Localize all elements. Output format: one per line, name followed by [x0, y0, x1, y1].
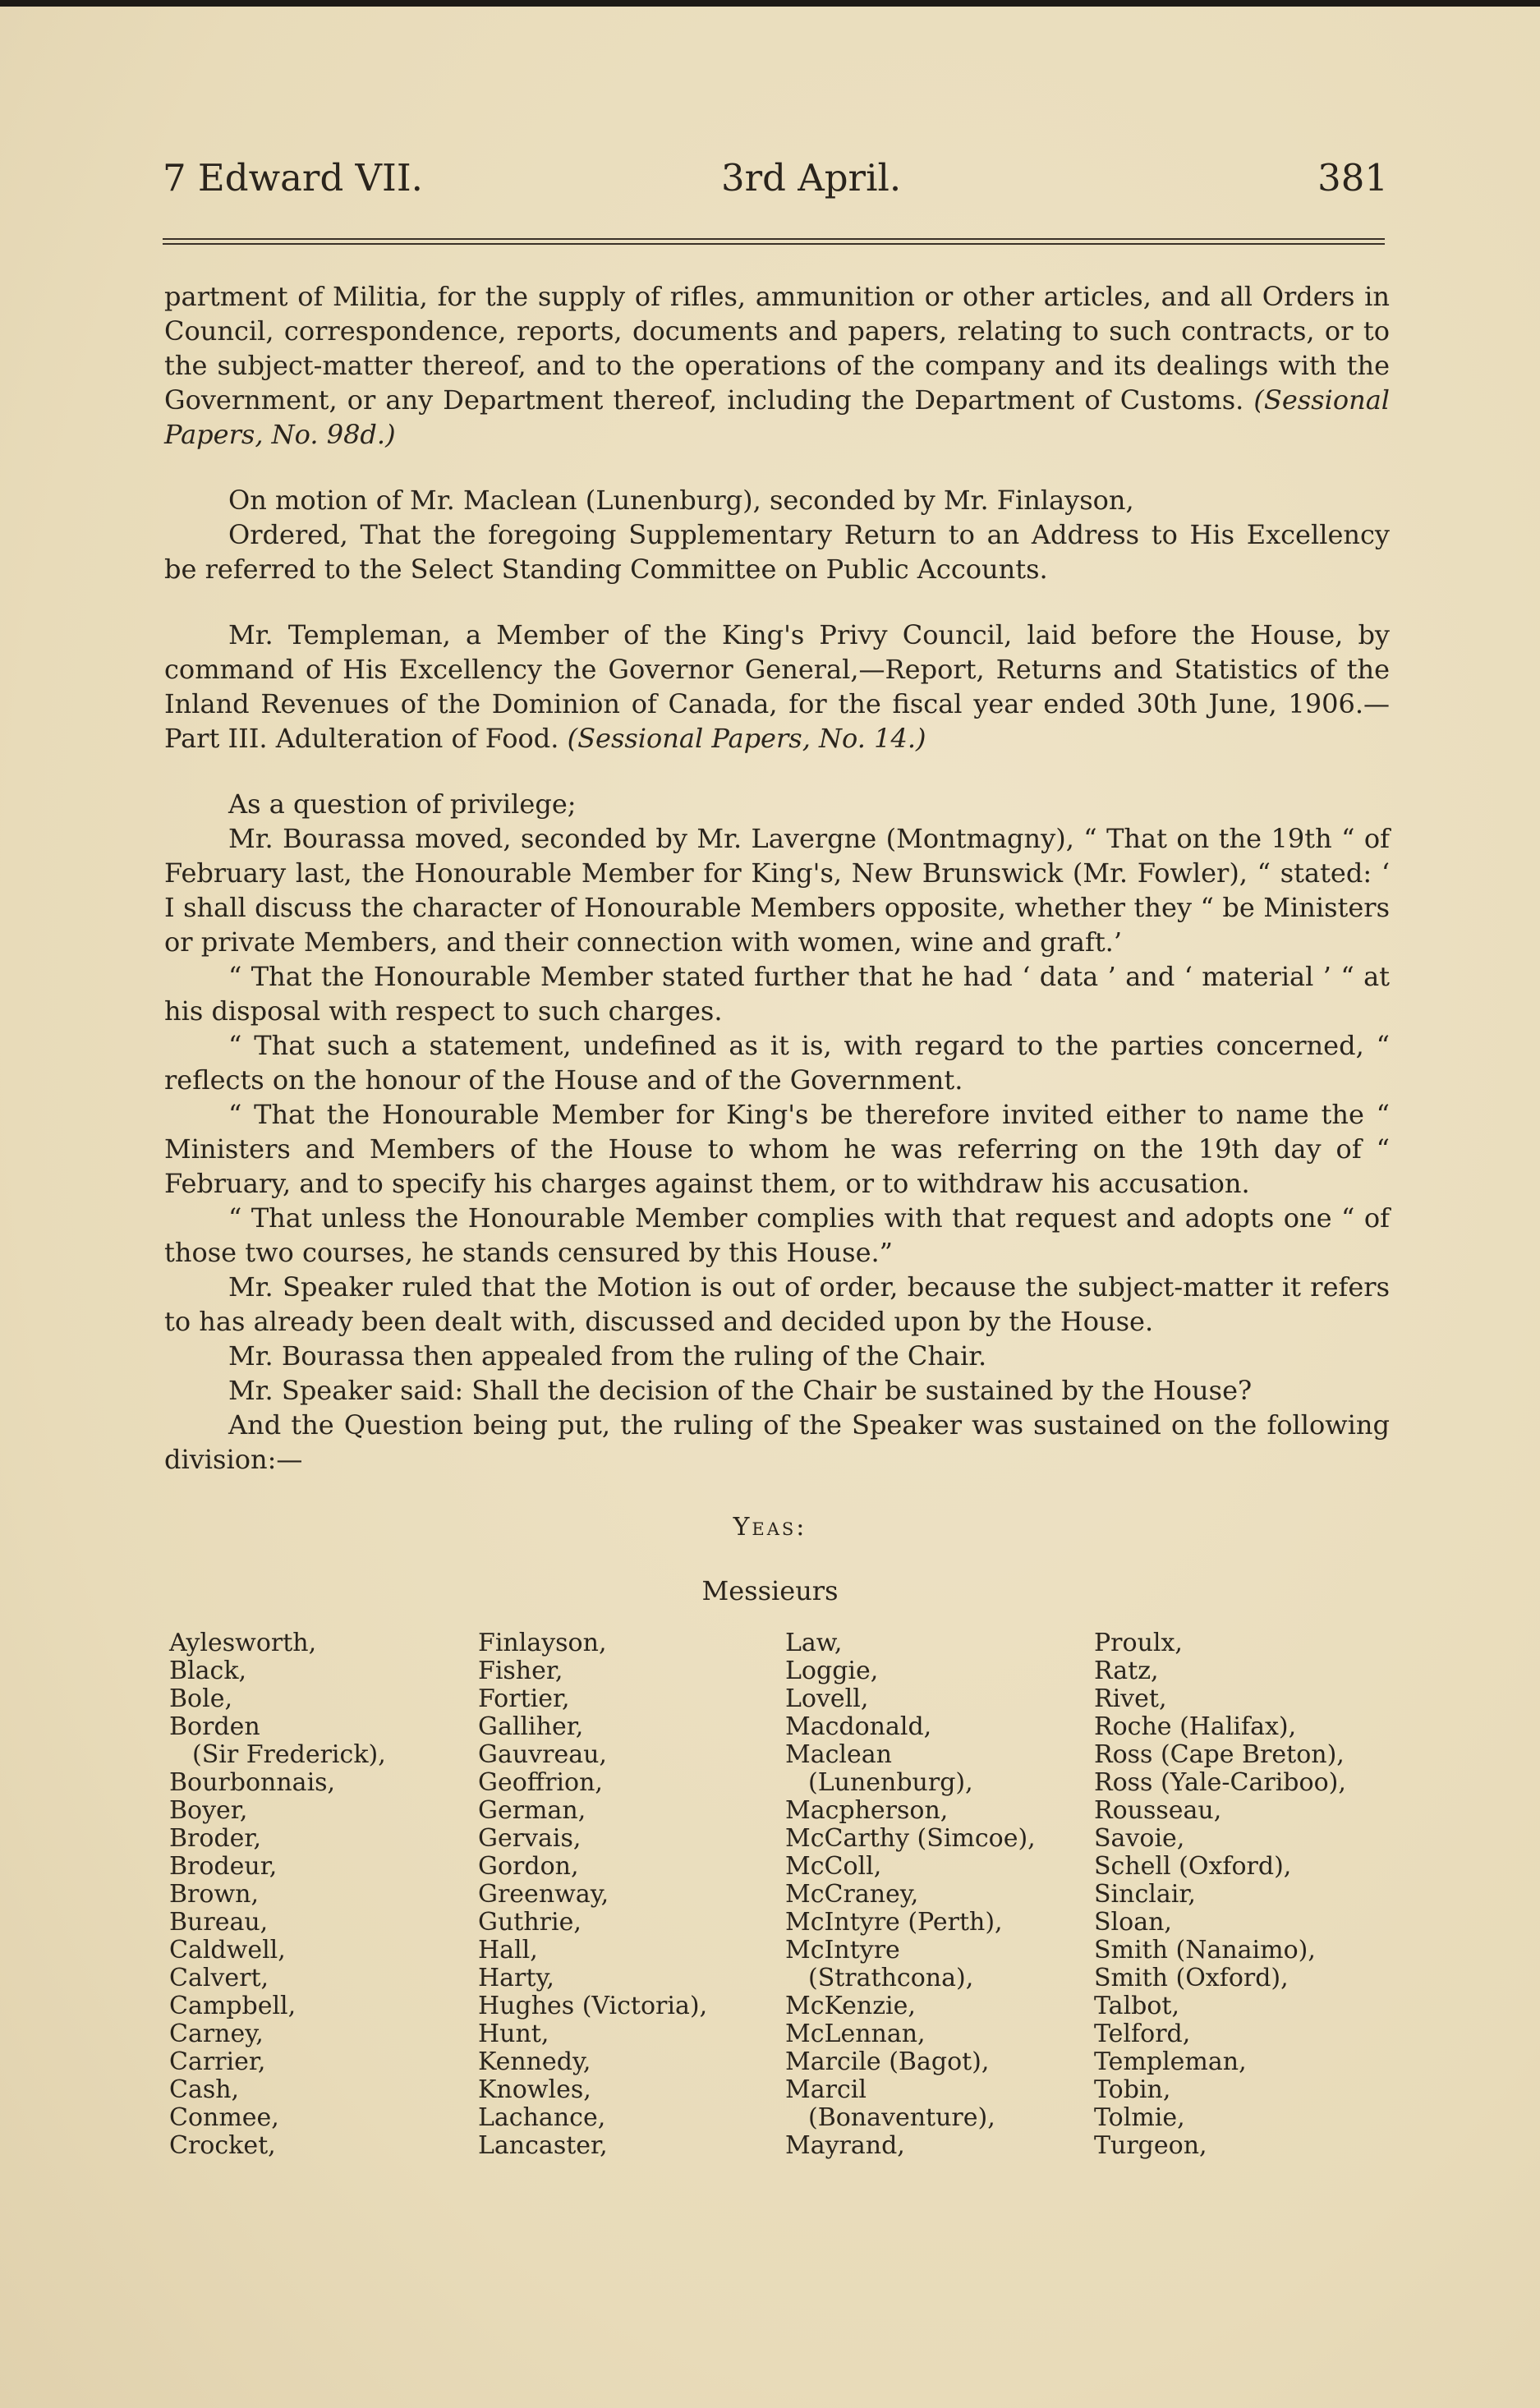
member-name: Ratz,: [1094, 1657, 1159, 1685]
member-name: Gauvreau,: [478, 1740, 607, 1769]
member-name: Hunt,: [478, 2020, 549, 2048]
member-name: Broder,: [169, 1824, 261, 1853]
member-name: Crocket,: [169, 2131, 276, 2160]
member-name: Marcile (Bagot),: [785, 2047, 990, 2076]
yeas-column-4: [1094, 1629, 1406, 2160]
member-name: Templeman,: [1094, 2047, 1247, 2076]
member-name: (Strathcona),: [808, 1964, 974, 1992]
member-name: Conmee,: [169, 2103, 279, 2132]
member-name: Macdonald,: [785, 1712, 932, 1741]
paragraph-division: And the Question being put, the ruling of the Speaker was sustained on the following division:—: [164, 1409, 1390, 1475]
member-name: Lovell,: [785, 1684, 869, 1713]
paragraph-speaker-ruling: Mr. Speaker ruled that the Motion is out of order, because the subject-matter it refers to has already been dealt with, discussed and decided upon by the House.: [164, 1271, 1390, 1337]
member-name: Ross (Yale-Cariboo),: [1094, 1768, 1346, 1797]
yeas-heading: Yeas:: [733, 1513, 807, 1542]
member-name: Talbot,: [1094, 1992, 1180, 2020]
member-name: Campbell,: [169, 1992, 297, 2020]
member-name: (Sir Frederick),: [192, 1740, 386, 1769]
member-name: McLennan,: [785, 2020, 926, 2048]
member-name: Knowles,: [478, 2075, 591, 2104]
member-name: Black,: [169, 1657, 247, 1685]
member-name: Maclean: [785, 1740, 892, 1769]
paragraph-quote-data: “ That the Honourable Member stated further that he had ‘ data ’ and ‘ material ’ “ at his disposal with respect to such charges.: [164, 961, 1390, 1027]
member-name: Telford,: [1094, 2020, 1191, 2048]
paragraph-privilege: As a question of privilege;: [228, 788, 577, 820]
member-name: Marcil: [785, 2075, 867, 2104]
paragraph-quote-invite: “ That the Honourable Member for King's be therefore invited either to name the “ Ministers and Members of the House to whom he was referring on the 19th day of “ February, and to specify his charges against them, or to withdraw his accusation.: [164, 1099, 1390, 1199]
header-regnal-year: 7 Edward VII.: [163, 156, 423, 200]
member-name: Schell (Oxford),: [1094, 1852, 1292, 1881]
member-name: Gordon,: [478, 1852, 579, 1881]
paragraph-speaker-question: Mr. Speaker said: Shall the decision of the Chair be sustained by the House?: [228, 1375, 1253, 1406]
yeas-column-2: [478, 1629, 790, 2160]
member-name: McKenzie,: [785, 1992, 916, 2020]
running-header: [163, 156, 1388, 205]
member-name: Macpherson,: [785, 1796, 949, 1825]
member-name: Smith (Nanaimo),: [1094, 1936, 1316, 1965]
yeas-column-1: [169, 1629, 481, 2160]
member-name: Sinclair,: [1094, 1880, 1196, 1909]
member-name: Fisher,: [478, 1657, 563, 1685]
member-name: Greenway,: [478, 1880, 609, 1909]
member-name: Bole,: [169, 1684, 232, 1713]
header-rule: [163, 238, 1385, 245]
member-name: Hall,: [478, 1936, 538, 1965]
member-name: Roche (Halifax),: [1094, 1712, 1297, 1741]
member-name: Bourbonnais,: [169, 1768, 336, 1797]
member-name: Geoffrion,: [478, 1768, 603, 1797]
member-name: Fortier,: [478, 1684, 570, 1713]
member-name: Tobin,: [1094, 2075, 1171, 2104]
member-name: Tolmie,: [1094, 2103, 1185, 2132]
yeas-column-3: [785, 1629, 1097, 2160]
sessional-paper-ref: (Sessional Papers, No. 98d.): [164, 384, 1391, 450]
member-name: McCarthy (Simcoe),: [785, 1824, 1036, 1853]
paragraph-ordered: Ordered, That the foregoing Supplementary Return to an Address to His Excellency be referred to the Select Standing Committee on Public Accounts.: [164, 519, 1390, 585]
member-name: Lancaster,: [478, 2131, 608, 2160]
member-name: Rousseau,: [1094, 1796, 1222, 1825]
member-name: Guthrie,: [478, 1908, 582, 1937]
member-name: Carney,: [169, 2020, 264, 2048]
sessional-paper-ref: (Sessional Papers, No. 14.): [567, 723, 926, 754]
member-name: Finlayson,: [478, 1629, 607, 1657]
member-name: Harty,: [478, 1964, 554, 1992]
member-name: Hughes (Victoria),: [478, 1992, 708, 2020]
member-name: Gervais,: [478, 1824, 582, 1853]
paragraph-templeman-report: Mr. Templeman, a Member of the King's Privy Council, laid before the House, by command of His Excellency the Governor General,—Report, Returns and Statistics of the Inland Revenues of the Dominion of Canada, for the fiscal year ended 30th June, 1906.—Part III. Adulteration of Food. (Sessional Papers, No. 14.): [164, 619, 1390, 754]
paragraph-bourassa-motion: Mr. Bourassa moved, seconded by Mr. Lavergne (Montmagny), “ That on the 19th “ of February last, the Honourable Member for King's, New Brunswick (Mr. Fowler), “ stated: ‘ I shall discuss the character of Honourable Members opposite, whether they “ be Ministers or private Members, and their connection with women, wine and graft.’: [164, 823, 1390, 958]
member-name: Brown,: [169, 1880, 259, 1909]
paragraph-quote-statement: “ That such a statement, undefined as it is, with regard to the parties concerned, “ reflects on the honour of the House and of the Government.: [164, 1030, 1390, 1096]
member-name: Galliher,: [478, 1712, 584, 1741]
member-name: (Lunenburg),: [808, 1768, 973, 1797]
header-date: 3rd April.: [721, 156, 902, 200]
member-name: McColl,: [785, 1852, 882, 1881]
member-name: Law,: [785, 1629, 843, 1657]
member-name: Turgeon,: [1094, 2131, 1207, 2160]
member-name: Mayrand,: [785, 2131, 905, 2160]
member-name: Boyer,: [169, 1796, 248, 1825]
member-name: Sloan,: [1094, 1908, 1172, 1937]
member-name: Ross (Cape Breton),: [1094, 1740, 1345, 1769]
paragraph-appeal: Mr. Bourassa then appealed from the ruling of the Chair.: [228, 1340, 987, 1372]
paragraph-militia-return: partment of Militia, for the supply of rifles, ammunition or other articles, and all Orders in Council, correspondence, reports, documents and papers, relating to such contracts, or to the subject-matter thereof, and to the operations of the company and its dealings with the Government, or any Department thereof, including the Department of Customs. (Sessional Papers, No. 98d.): [164, 281, 1391, 450]
journal-text: [164, 279, 1390, 1477]
member-name: Kennedy,: [478, 2047, 591, 2076]
member-name: McCraney,: [785, 1880, 919, 1909]
member-name: (Bonaventure),: [808, 2103, 995, 2132]
page-number: 381: [1317, 156, 1388, 200]
member-name: Bureau,: [169, 1908, 269, 1937]
member-name: Calvert,: [169, 1964, 269, 1992]
paragraph-motion: On motion of Mr. Maclean (Lunenburg), seconded by Mr. Finlayson,: [228, 485, 1134, 516]
yeas-list: [169, 1629, 1385, 2171]
member-name: Lachance,: [478, 2103, 606, 2132]
member-name: German,: [478, 1796, 586, 1825]
member-name: Rivet,: [1094, 1684, 1167, 1713]
member-name: Caldwell,: [169, 1936, 286, 1965]
messieurs-heading: Messieurs: [701, 1575, 839, 1606]
member-name: Brodeur,: [169, 1852, 278, 1881]
paragraph-quote-censure: “ That unless the Honourable Member complies with that request and adopts one “ of those two courses, he stands censured by this House.”: [164, 1202, 1390, 1268]
member-name: Proulx,: [1094, 1629, 1183, 1657]
member-name: McIntyre: [785, 1936, 900, 1965]
member-name: Aylesworth,: [169, 1629, 317, 1657]
member-name: Loggie,: [785, 1657, 879, 1685]
member-name: Carrier,: [169, 2047, 266, 2076]
scan-edge: [0, 0, 1540, 7]
member-name: Smith (Oxford),: [1094, 1964, 1289, 1992]
member-name: Cash,: [169, 2075, 240, 2104]
member-name: McIntyre (Perth),: [785, 1908, 1003, 1937]
member-name: Savoie,: [1094, 1824, 1185, 1853]
member-name: Borden: [169, 1712, 260, 1741]
